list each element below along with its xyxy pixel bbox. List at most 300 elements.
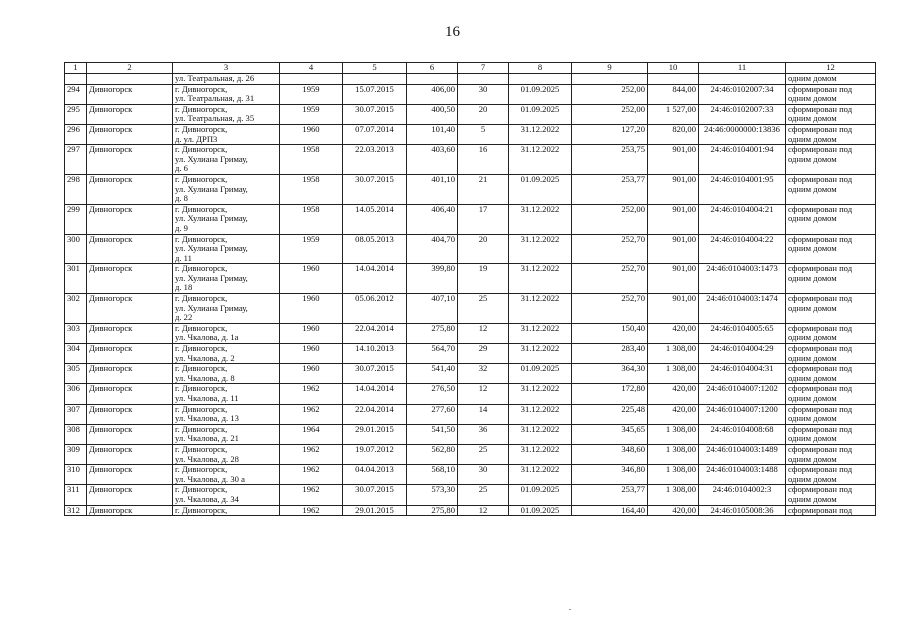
land-status-cell <box>786 485 876 505</box>
cell-line: г. Дивногорск, <box>175 204 228 214</box>
cadastral-number-cell: 24:46:0104004:22 <box>699 234 786 264</box>
row-number: 302 <box>65 294 87 324</box>
cell-line: г. Дивногорск, <box>175 484 228 495</box>
scan-speck <box>569 609 571 610</box>
address-cell <box>173 364 280 384</box>
cell-line: сформирован под <box>788 144 853 155</box>
cell-line: одним домом <box>788 153 837 164</box>
table-row <box>65 204 876 234</box>
living-area-cell <box>572 74 648 85</box>
land-area-cell: 1 308,00 <box>648 344 699 364</box>
deadline-cell: 01.09.2025 <box>509 364 572 384</box>
municipality-cell: Дивногорск <box>87 424 173 444</box>
cell-line: г. Дивногорск, <box>175 505 228 515</box>
cell-line: д. 6 <box>175 163 188 174</box>
land-area-cell: 901,00 <box>648 234 699 264</box>
municipality-cell: Дивногорск <box>87 485 173 505</box>
cell-line: одним домом <box>788 332 837 343</box>
area-cell: 277,60 <box>407 404 458 424</box>
cell-line: г. Дивногорск, <box>175 234 228 244</box>
cell-line: сформирован под <box>788 234 853 244</box>
year-built-cell: 1964 <box>280 424 343 444</box>
cell-line: ул. Театральная, д. 26 <box>175 73 255 83</box>
land-area-cell: 820,00 <box>648 124 699 144</box>
year-built-cell: 1960 <box>280 264 343 294</box>
date-cell: 30.07.2015 <box>343 174 407 204</box>
table-row <box>65 384 876 404</box>
area-cell: 562,80 <box>407 444 458 464</box>
address-cell <box>173 124 280 144</box>
cell-line: сформирован под <box>788 383 853 394</box>
table-row <box>65 465 876 485</box>
residents-cell: 12 <box>458 384 509 404</box>
date-cell: 14.05.2014 <box>343 204 407 234</box>
area-cell <box>407 74 458 85</box>
column-header-6: 6 <box>407 63 458 74</box>
deadline-cell <box>509 74 572 85</box>
residents-cell: 5 <box>458 124 509 144</box>
land-status-cell <box>786 344 876 364</box>
date-cell: 15.07.2015 <box>343 84 407 104</box>
address-cell <box>173 74 280 85</box>
cell-line: одним домом <box>788 73 837 83</box>
deadline-cell: 31.12.2022 <box>509 234 572 264</box>
cell-line: ул. Хулиана Гримау, <box>175 153 248 164</box>
deadline-cell: 31.12.2022 <box>509 384 572 404</box>
year-built-cell: 1962 <box>280 404 343 424</box>
row-number: 300 <box>65 234 87 264</box>
row-number: 294 <box>65 84 87 104</box>
address-cell <box>173 505 280 516</box>
cell-line: д. 9 <box>175 222 188 233</box>
cadastral-number-cell: 24:46:0104008:68 <box>699 424 786 444</box>
living-area-cell: 364,30 <box>572 364 648 384</box>
area-cell: 404,70 <box>407 234 458 264</box>
cell-line: одним домом <box>788 93 837 104</box>
cadastral-number-cell: 24:46:0104002:3 <box>699 485 786 505</box>
cell-line: одним домом <box>788 183 837 194</box>
deadline-cell: 31.12.2022 <box>509 344 572 364</box>
table-row <box>65 444 876 464</box>
address-cell <box>173 174 280 204</box>
land-area-cell: 420,00 <box>648 384 699 404</box>
residents-cell: 17 <box>458 204 509 234</box>
row-number: 301 <box>65 264 87 294</box>
deadline-cell: 31.12.2022 <box>509 424 572 444</box>
table-row <box>65 294 876 324</box>
municipality-cell: Дивногорск <box>87 465 173 485</box>
cell-line: ул. Хулиана Гримау, <box>175 272 248 283</box>
area-cell: 406,40 <box>407 204 458 234</box>
municipality-cell: Дивногорск <box>87 234 173 264</box>
cell-line: сформирован под <box>788 323 853 333</box>
land-area-cell: 420,00 <box>648 404 699 424</box>
land-area-cell: 420,00 <box>648 505 699 516</box>
date-cell: 14.04.2014 <box>343 264 407 294</box>
municipality-cell: Дивногорск <box>87 174 173 204</box>
cell-line: г. Дивногорск, <box>175 343 228 354</box>
cell-line: ул. Хулиана Гримау, <box>175 213 248 224</box>
year-built-cell: 1962 <box>280 505 343 516</box>
cadastral-number-cell: 24:46:0104007:1200 <box>699 404 786 424</box>
table-row <box>65 424 876 444</box>
cadastral-number-cell: 24:46:0104003:1489 <box>699 444 786 464</box>
year-built-cell <box>280 74 343 85</box>
address-cell <box>173 145 280 175</box>
cell-line: ул. Хулиана Гримау, <box>175 302 248 313</box>
land-status-cell <box>786 204 876 234</box>
living-area-cell: 252,00 <box>572 104 648 124</box>
date-cell: 14.10.2013 <box>343 344 407 364</box>
deadline-cell: 31.12.2022 <box>509 204 572 234</box>
year-built-cell: 1962 <box>280 485 343 505</box>
living-area-cell: 252,00 <box>572 204 648 234</box>
cell-line: ул. Чкалова, д. 11 <box>175 393 239 403</box>
address-cell <box>173 344 280 364</box>
date-cell: 29.01.2015 <box>343 505 407 516</box>
area-cell: 276,50 <box>407 384 458 404</box>
row-number: 297 <box>65 145 87 175</box>
municipality-cell <box>87 74 173 85</box>
table-body <box>65 74 876 516</box>
year-built-cell: 1958 <box>280 174 343 204</box>
table-row <box>65 84 876 104</box>
address-cell <box>173 104 280 124</box>
land-status-cell <box>786 444 876 464</box>
cell-line: одним домом <box>788 133 837 144</box>
residents-cell: 14 <box>458 404 509 424</box>
cell-line: ул. Театральная, д. 31 <box>175 93 255 104</box>
deadline-cell: 01.09.2025 <box>509 84 572 104</box>
residents-cell: 12 <box>458 505 509 516</box>
area-cell: 399,80 <box>407 264 458 294</box>
land-status-cell <box>786 145 876 175</box>
residents-cell: 20 <box>458 234 509 264</box>
cell-line: ул. Чкалова, д. 2 <box>175 352 235 363</box>
date-cell: 08.05.2013 <box>343 234 407 264</box>
area-cell: 407,10 <box>407 294 458 324</box>
address-cell <box>173 444 280 464</box>
date-cell: 14.04.2014 <box>343 384 407 404</box>
living-area-cell: 225,48 <box>572 404 648 424</box>
year-built-cell: 1959 <box>280 104 343 124</box>
deadline-cell: 01.09.2025 <box>509 505 572 516</box>
address-cell <box>173 323 280 343</box>
date-cell: 30.07.2015 <box>343 364 407 384</box>
cell-line: сформирован под <box>788 444 853 454</box>
cell-line: одним домом <box>788 433 837 444</box>
area-cell: 541,50 <box>407 424 458 444</box>
municipality-cell: Дивногорск <box>87 204 173 234</box>
residents-cell: 16 <box>458 145 509 175</box>
row-number: 295 <box>65 104 87 124</box>
deadline-cell: 31.12.2022 <box>509 323 572 343</box>
land-area-cell <box>648 74 699 85</box>
municipality-cell: Дивногорск <box>87 294 173 324</box>
land-area-cell: 901,00 <box>648 264 699 294</box>
column-header-4: 4 <box>280 63 343 74</box>
cadastral-number-cell: 24:46:0102007:33 <box>699 104 786 124</box>
residents-cell: 21 <box>458 174 509 204</box>
cell-line: г. Дивногорск, <box>175 144 228 155</box>
year-built-cell: 1958 <box>280 145 343 175</box>
row-number: 305 <box>65 364 87 384</box>
cell-line: г. Дивногорск, <box>175 404 228 414</box>
cell-line: д. 18 <box>175 282 193 293</box>
date-cell: 30.07.2015 <box>343 485 407 505</box>
land-area-cell: 1 308,00 <box>648 485 699 505</box>
table-row <box>65 145 876 175</box>
table-row <box>65 364 876 384</box>
deadline-cell: 31.12.2022 <box>509 145 572 175</box>
cadastral-number-cell: 24:46:0104004:31 <box>699 364 786 384</box>
year-built-cell: 1962 <box>280 465 343 485</box>
cell-line: сформирован под <box>788 174 853 184</box>
municipality-cell: Дивногорск <box>87 444 173 464</box>
cell-line: одним домом <box>788 272 837 283</box>
cell-line: г. Дивногорск, <box>175 84 228 94</box>
residents-cell: 25 <box>458 444 509 464</box>
cell-line: г. Дивногорск, <box>175 464 228 475</box>
cell-line: сформирован под <box>788 505 853 515</box>
municipality-cell: Дивногорск <box>87 364 173 384</box>
cadastral-number-cell: 24:46:0104003:1474 <box>699 294 786 324</box>
cell-line: д. ул. ДРП3 <box>175 133 218 144</box>
column-header-10: 10 <box>648 63 699 74</box>
cell-line: одним домом <box>788 413 837 424</box>
residents-cell: 32 <box>458 364 509 384</box>
living-area-cell: 253,75 <box>572 145 648 175</box>
deadline-cell: 31.12.2022 <box>509 444 572 464</box>
table-row <box>65 124 876 144</box>
cadastral-number-cell: 24:46:0105008:36 <box>699 505 786 516</box>
address-cell <box>173 204 280 234</box>
column-header-7: 7 <box>458 63 509 74</box>
area-cell: 568,10 <box>407 465 458 485</box>
year-built-cell: 1960 <box>280 364 343 384</box>
cell-line: г. Дивногорск, <box>175 363 228 374</box>
row-number: 311 <box>65 485 87 505</box>
cell-line: одним домом <box>788 453 837 464</box>
area-cell: 573,30 <box>407 485 458 505</box>
cell-line: ул. Театральная, д. 35 <box>175 113 255 124</box>
living-area-cell: 346,80 <box>572 465 648 485</box>
land-area-cell: 844,00 <box>648 84 699 104</box>
residents-cell: 29 <box>458 344 509 364</box>
residents-cell <box>458 74 509 85</box>
cadastral-number-cell: 24:46:0104003:1488 <box>699 465 786 485</box>
municipality-cell: Дивногорск <box>87 145 173 175</box>
row-number: 309 <box>65 444 87 464</box>
deadline-cell: 31.12.2022 <box>509 264 572 294</box>
column-header-1: 1 <box>65 63 87 74</box>
living-area-cell: 253,77 <box>572 485 648 505</box>
land-status-cell <box>786 384 876 404</box>
living-area-cell: 172,80 <box>572 384 648 404</box>
cell-line: одним домом <box>788 493 837 504</box>
cell-line: сформирован под <box>788 424 853 434</box>
cell-line: г. Дивногорск, <box>175 104 228 114</box>
land-area-cell: 1 308,00 <box>648 364 699 384</box>
date-cell: 22.03.2013 <box>343 145 407 175</box>
row-number: 307 <box>65 404 87 424</box>
land-area-cell: 901,00 <box>648 174 699 204</box>
table-row <box>65 264 876 294</box>
column-header-11: 11 <box>699 63 786 74</box>
cell-line: сформирован под <box>788 204 853 214</box>
land-area-cell: 1 308,00 <box>648 465 699 485</box>
year-built-cell: 1960 <box>280 344 343 364</box>
area-cell: 406,00 <box>407 84 458 104</box>
cell-line: г. Дивногорск, <box>175 124 228 134</box>
column-header-9: 9 <box>572 63 648 74</box>
cell-line: одним домом <box>788 372 837 383</box>
land-status-cell <box>786 124 876 144</box>
cell-line: ул. Чкалова, д. 1а <box>175 332 239 343</box>
table-row <box>65 485 876 505</box>
residents-cell: 20 <box>458 104 509 124</box>
cell-line: сформирован под <box>788 84 853 94</box>
municipality-cell: Дивногорск <box>87 264 173 294</box>
row-number: 312 <box>65 505 87 516</box>
date-cell: 07.07.2014 <box>343 124 407 144</box>
land-status-cell <box>786 505 876 516</box>
address-cell <box>173 465 280 485</box>
year-built-cell: 1959 <box>280 84 343 104</box>
cell-line: д. 22 <box>175 312 193 323</box>
land-status-cell <box>786 404 876 424</box>
cell-line: ул. Чкалова, д. 21 <box>175 433 239 444</box>
table-row <box>65 404 876 424</box>
year-built-cell: 1958 <box>280 204 343 234</box>
cell-line: одним домом <box>788 213 837 224</box>
date-cell: 22.04.2014 <box>343 404 407 424</box>
deadline-cell: 01.09.2025 <box>509 174 572 204</box>
land-area-cell: 901,00 <box>648 204 699 234</box>
residents-cell: 30 <box>458 84 509 104</box>
housing-registry-table <box>64 62 876 516</box>
cell-line: ул. Чкалова, д. 34 <box>175 493 239 504</box>
row-number <box>65 74 87 85</box>
cadastral-number-cell: 24:46:0104005:65 <box>699 323 786 343</box>
column-header-8: 8 <box>509 63 572 74</box>
cadastral-number-cell <box>699 74 786 85</box>
deadline-cell: 01.09.2025 <box>509 104 572 124</box>
deadline-cell: 31.12.2022 <box>509 465 572 485</box>
cell-line: ул. Чкалова, д. 8 <box>175 372 235 383</box>
table-row <box>65 344 876 364</box>
land-status-cell <box>786 104 876 124</box>
cell-line: сформирован под <box>788 104 853 114</box>
cell-line: одним домом <box>788 243 837 254</box>
cell-line: одним домом <box>788 473 837 484</box>
land-status-cell <box>786 264 876 294</box>
cell-line: г. Дивногорск, <box>175 263 228 274</box>
cell-line: ул. Чкалова, д. 28 <box>175 453 239 464</box>
cell-line: сформирован под <box>788 343 853 354</box>
municipality-cell: Дивногорск <box>87 505 173 516</box>
cell-line: ул. Хулиана Гримау, <box>175 243 248 254</box>
area-cell: 541,40 <box>407 364 458 384</box>
column-header-5: 5 <box>343 63 407 74</box>
living-area-cell: 252,70 <box>572 234 648 264</box>
table-header <box>65 63 876 74</box>
address-cell <box>173 404 280 424</box>
residents-cell: 36 <box>458 424 509 444</box>
deadline-cell: 01.09.2025 <box>509 485 572 505</box>
municipality-cell: Дивногорск <box>87 124 173 144</box>
land-area-cell: 901,00 <box>648 145 699 175</box>
municipality-cell: Дивногорск <box>87 84 173 104</box>
cell-line: сформирован под <box>788 404 853 414</box>
column-header-12: 12 <box>786 63 876 74</box>
year-built-cell: 1960 <box>280 323 343 343</box>
land-status-cell <box>786 364 876 384</box>
row-number: 308 <box>65 424 87 444</box>
area-cell: 401,10 <box>407 174 458 204</box>
cell-line: г. Дивногорск, <box>175 383 228 394</box>
table-row <box>65 505 876 516</box>
residents-cell: 19 <box>458 264 509 294</box>
cell-line: сформирован под <box>788 464 853 475</box>
table-row <box>65 104 876 124</box>
table-row <box>65 234 876 264</box>
land-status-cell <box>786 74 876 85</box>
date-cell: 04.04.2013 <box>343 465 407 485</box>
land-status-cell <box>786 424 876 444</box>
cell-line: одним домом <box>788 393 837 403</box>
land-area-cell: 1 308,00 <box>648 424 699 444</box>
row-number: 306 <box>65 384 87 404</box>
residents-cell: 30 <box>458 465 509 485</box>
municipality-cell: Дивногорск <box>87 344 173 364</box>
date-cell: 30.07.2015 <box>343 104 407 124</box>
municipality-cell: Дивногорск <box>87 104 173 124</box>
cell-line: одним домом <box>788 302 837 313</box>
cell-line: сформирован под <box>788 124 853 134</box>
row-number: 299 <box>65 204 87 234</box>
address-cell <box>173 234 280 264</box>
land-area-cell: 420,00 <box>648 323 699 343</box>
cadastral-number-cell: 24:46:0000000:13836 <box>699 124 786 144</box>
living-area-cell: 164,40 <box>572 505 648 516</box>
deadline-cell: 31.12.2022 <box>509 404 572 424</box>
address-cell <box>173 294 280 324</box>
address-cell <box>173 264 280 294</box>
row-number: 303 <box>65 323 87 343</box>
area-cell: 564,70 <box>407 344 458 364</box>
area-cell: 275,80 <box>407 505 458 516</box>
area-cell: 275,80 <box>407 323 458 343</box>
municipality-cell: Дивногорск <box>87 323 173 343</box>
living-area-cell: 252,70 <box>572 264 648 294</box>
area-cell: 403,60 <box>407 145 458 175</box>
address-cell <box>173 485 280 505</box>
year-built-cell: 1962 <box>280 384 343 404</box>
cell-line: г. Дивногорск, <box>175 444 228 454</box>
living-area-cell: 252,70 <box>572 294 648 324</box>
land-status-cell <box>786 234 876 264</box>
date-cell <box>343 74 407 85</box>
residents-cell: 12 <box>458 323 509 343</box>
year-built-cell: 1960 <box>280 294 343 324</box>
page-number: 16 <box>445 24 460 40</box>
cadastral-number-cell: 24:46:0104004:29 <box>699 344 786 364</box>
cell-line: одним домом <box>788 113 837 124</box>
cell-line: сформирован под <box>788 263 853 274</box>
cadastral-number-cell: 24:46:0104001:94 <box>699 145 786 175</box>
year-built-cell: 1962 <box>280 444 343 464</box>
